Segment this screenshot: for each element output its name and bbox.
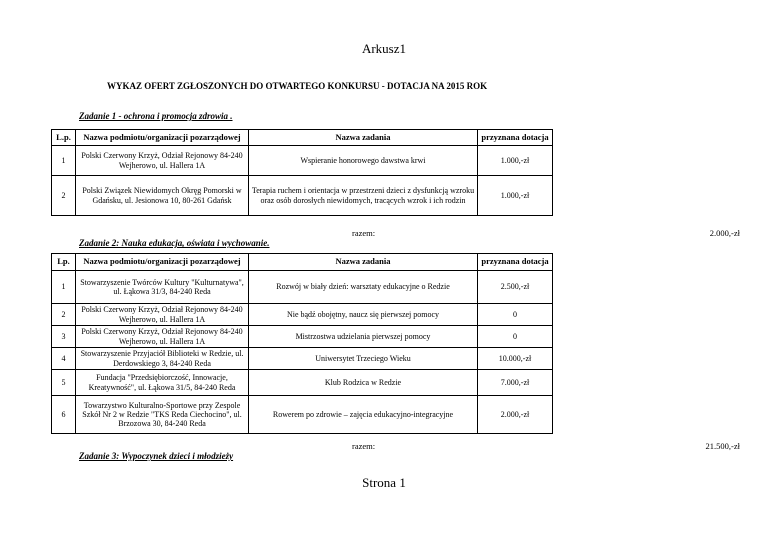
cell-grant: 0	[478, 326, 553, 348]
col-header-grant: przyznana dotacja	[478, 254, 553, 271]
cell-grant: 2.000,-zł	[478, 396, 553, 434]
cell-task: Klub Rodzica w Redzie	[249, 370, 478, 396]
section2-total-label: razem:	[352, 441, 376, 451]
cell-lp: 6	[52, 396, 76, 434]
col-header-org: Nazwa podmiotu/organizacji pozarządowej	[76, 254, 249, 271]
cell-org: Polski Czerwony Krzyż, Odział Rejonowy 84-240 Wejherowo, ul. Hallera 1A	[76, 326, 249, 348]
table-row	[52, 396, 553, 434]
cell-task: Uniwersytet Trzeciego Wieku	[249, 348, 478, 370]
section1-total-value: 2.000,-zł	[709, 228, 740, 238]
table-row	[52, 176, 553, 216]
document-heading: WYKAZ OFERT ZGŁOSZONYCH DO OTWARTEGO KONKURSU - DOTACJA NA 2015 ROK	[107, 81, 488, 91]
table-row	[52, 146, 553, 176]
cell-org: Polski Czerwony Krzyż, Odział Rejonowy 84-240 Wejherowo, ul. Hallera 1A	[76, 304, 249, 326]
cell-lp: 2	[52, 304, 76, 326]
cell-lp: 2	[52, 176, 76, 216]
section2-heading: Zadanie 2: Nauka edukacja, oświata i wychowanie.	[79, 238, 270, 248]
section1-heading: Zadanie 1 - ochrona i promocja zdrowia .	[79, 111, 233, 121]
cell-org: Fundacja "Przedsiębiorczość, Innowacje, Kreatywność", ul. Łąkowa 31/5, 84-240 Reda	[76, 370, 249, 396]
table-row	[52, 304, 553, 326]
col-header-lp: L.p.	[52, 130, 76, 146]
table-row	[52, 370, 553, 396]
table-header-row	[52, 130, 553, 146]
sheet-title: Arkusz1	[361, 41, 407, 56]
cell-task: Terapia ruchem i orientacja w przestrzeni dzieci z dysfunkcją wzroku oraz osób dorosłych niewidomych, tracących wzrok i ich rodzin	[249, 176, 478, 216]
cell-task: Wspieranie honorowego dawstwa krwi	[249, 146, 478, 176]
cell-grant: 1.000,-zł	[478, 176, 553, 216]
cell-lp: 1	[52, 271, 76, 304]
section2-total-value: 21.500,-zł	[705, 441, 740, 451]
page-footer: Strona 1	[362, 475, 406, 490]
cell-task: Rowerem po zdrowie – zajęcia edukacyjno-integracyjne	[249, 396, 478, 434]
col-header-lp: Lp.	[52, 254, 76, 271]
cell-org: Towarzystwo Kulturalno-Sportowe przy Zespole Szkół Nr 2 w Redzie "TKS Reda Ciechocino", ul. Brzozowa 30, 84-240 Reda	[76, 396, 249, 434]
cell-grant: 7.000,-zł	[478, 370, 553, 396]
cell-lp: 1	[52, 146, 76, 176]
cell-org: Stowarzyszenie Twórców Kultury "Kulturnatywa", ul. Łąkowa 31/3, 84-240 Reda	[76, 271, 249, 304]
cell-grant: 2.500,-zł	[478, 271, 553, 304]
cell-task: Mistrzostwa udzielania pierwszej pomocy	[249, 326, 478, 348]
table-header-row	[52, 254, 553, 271]
cell-grant: 1.000,-zł	[478, 146, 553, 176]
cell-lp: 4	[52, 348, 76, 370]
cell-org: Polski Czerwony Krzyż, Odział Rejonowy 84-240 Wejherowo, ul. Hallera 1A	[76, 146, 249, 176]
col-header-task: Nazwa zadania	[249, 130, 478, 146]
section1-table	[51, 129, 553, 216]
table-row	[52, 326, 553, 348]
col-header-grant: przyznana dotacja	[478, 130, 553, 146]
section3-heading: Zadanie 3: Wypoczynek dzieci i młodzieży	[79, 451, 234, 461]
cell-lp: 3	[52, 326, 76, 348]
table-row	[52, 271, 553, 304]
section1-total-label: razem:	[352, 228, 376, 238]
section2-table	[51, 253, 553, 434]
cell-org: Stowarzyszenie Przyjaciół Biblioteki w Redzie, ul. Derdowskiego 3, 84-240 Reda	[76, 348, 249, 370]
cell-task: Nie bądź obojętny, naucz się pierwszej pomocy	[249, 304, 478, 326]
cell-org: Polski Związek Niewidomych Okręg Pomorski w Gdańsku, ul. Jesionowa 10, 80-261 Gdańsk	[76, 176, 249, 216]
cell-task: Rozwój w biały dzień: warsztaty edukacyjne o Redzie	[249, 271, 478, 304]
col-header-org: Nazwa podmiotu/organizacji pozarządowej	[76, 130, 249, 146]
cell-lp: 5	[52, 370, 76, 396]
cell-grant: 10.000,-zł	[478, 348, 553, 370]
col-header-task: Nazwa zadania	[249, 254, 478, 271]
table-row	[52, 348, 553, 370]
cell-grant: 0	[478, 304, 553, 326]
